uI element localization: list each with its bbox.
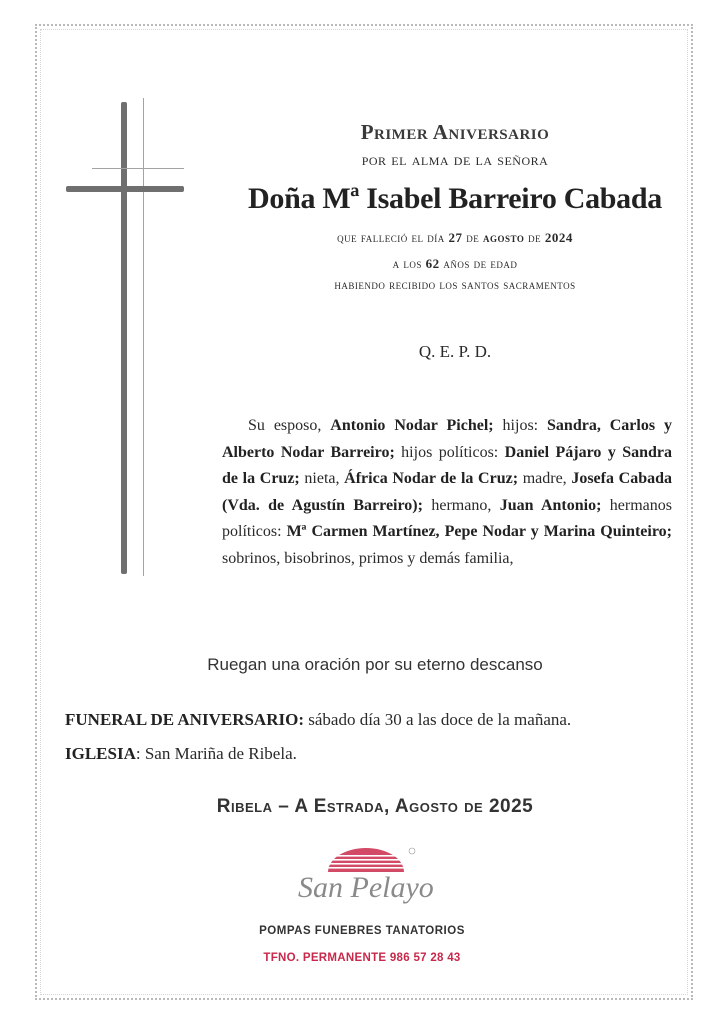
church-info: IGLESIA: San Mariña de Ribela. (65, 744, 297, 763)
cross-horizontal-bar (66, 186, 184, 192)
cross-vertical-bar (121, 102, 127, 574)
company-name: POMPAS FUNEBRES TANATORIOS (259, 925, 465, 937)
qepd: Q. E. P. D. (418, 342, 492, 361)
cross-vertical-line (143, 98, 144, 576)
notice-subtitle: por el alma de la señora (361, 150, 549, 169)
place-and-date: Ribela – A Estrada, Agosto de 2025 (216, 796, 534, 817)
cross-horizontal-line (92, 168, 184, 169)
logo-text: San Pelayo (298, 871, 434, 904)
sunrise-icon (326, 848, 415, 872)
age-line: a los 62 años de edad (392, 256, 518, 271)
family-paragraph: Su esposo, Antonio Nodar Pichel; hijos: Sandra, Carlos y Alberto Nodar Barreiro; hijos políticos: Daniel Pájaro y Sandra de la Cruz; nieta, África Nodar de la Cruz; madre, Josefa Cabada (Vda. de Agustín Barreiro); hermano, Juan Antonio; hermanos políticos: Mª Carmen Martínez, Pepe Nodar y Marina Quinteiro; sobrinos, bisobrinos, primos y demás familia, (222, 417, 673, 567)
funeral-info: FUNERAL DE ANIVERSARIO: sábado día 30 a las doce de la mañana. (65, 710, 572, 729)
notice-title: Primer Aniversario (360, 120, 550, 144)
phone-number[interactable]: TFNO. PERMANENTE 986 57 28 43 (263, 952, 461, 964)
prayer-request: Ruegan una oración por su eterno descanso (207, 655, 543, 674)
deceased-name: Doña Mª Isabel Barreiro Cabada (248, 182, 662, 215)
death-date-line: que falleció el día 27 de agosto de 2024 (337, 230, 573, 245)
sacraments-line: habiendo recibido los santos sacramentos (334, 277, 576, 292)
san-pelayo-logo-icon (288, 842, 438, 912)
